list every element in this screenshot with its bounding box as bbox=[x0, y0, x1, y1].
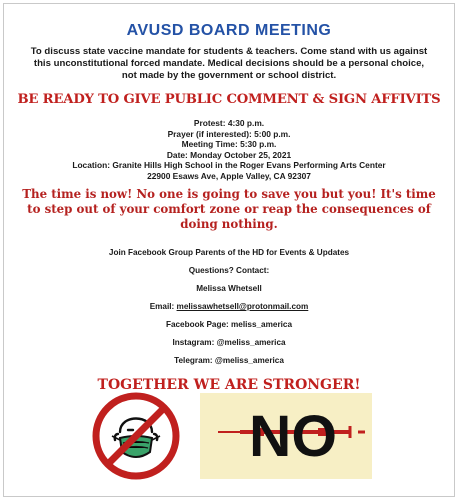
meeting-address: 22900 Esaws Ave, Apple Valley, CA 92307 bbox=[147, 170, 311, 181]
email-label: Email: bbox=[149, 302, 175, 312]
flyer bbox=[3, 3, 455, 497]
meeting-location: Location: Granite Hills High School in the Roger Evans Performing Arts Center bbox=[72, 160, 386, 171]
questions-line: Questions? Contact: bbox=[188, 266, 270, 276]
meeting-title: AVUSD BOARD MEETING bbox=[126, 22, 332, 39]
no-text: NO bbox=[249, 404, 337, 469]
meeting-date: Date: Monday October 25, 2021 bbox=[166, 149, 292, 160]
together-stronger-slogan: TOGETHER WE ARE STRONGER! bbox=[97, 377, 361, 394]
email-link[interactable]: melissawhetsell@protonmail.com bbox=[176, 302, 309, 312]
event-schedule bbox=[4, 118, 454, 182]
protest-images bbox=[4, 390, 454, 482]
intro-text: To discuss state vaccine mandate for students & teachers. Come stand with us against this unconstitutional forced mandate. Medical decisions should be a personal choice, not made by the government or school district. bbox=[30, 46, 428, 81]
instagram-line: Instagram: @meliss_america bbox=[172, 338, 286, 348]
facebook-page-line: Facebook Page: meliss_america bbox=[165, 320, 293, 330]
no-vaccine-icon bbox=[200, 393, 372, 479]
telegram-line: Telegram: @meliss_america bbox=[174, 356, 284, 366]
call-to-action: The time is now! No one is going to save you but you! It's time to step out of your comfort zone or reap the consequences of doing nothing. bbox=[22, 186, 436, 231]
no-mask-icon bbox=[90, 390, 182, 482]
email-line bbox=[4, 298, 454, 316]
contact-info bbox=[4, 244, 454, 370]
protest-time: Protest: 4:30 p.m. bbox=[193, 118, 265, 128]
facebook-group-line: Join Facebook Group Parents of the HD for Events & Updates bbox=[108, 248, 350, 258]
prayer-time: Prayer (if interested): 5:00 p.m. bbox=[167, 128, 291, 139]
meeting-time: Meeting Time: 5:30 p.m. bbox=[181, 139, 277, 150]
contact-name: Melissa Whetsell bbox=[196, 284, 262, 294]
public-comment-heading: BE READY TO GIVE PUBLIC COMMENT & SIGN AFFIVITS bbox=[17, 92, 441, 107]
